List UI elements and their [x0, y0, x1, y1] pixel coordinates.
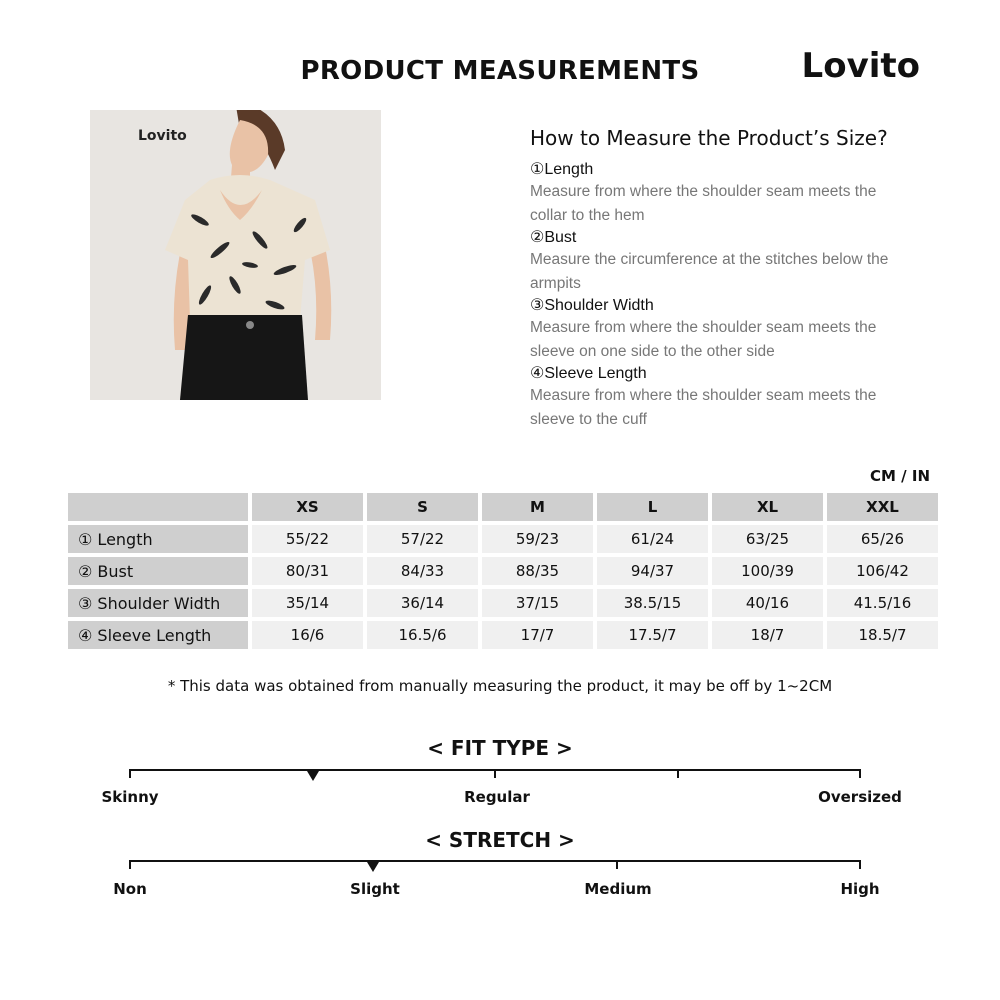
- table-cell: 84/33: [367, 557, 478, 585]
- row-label: ③ Shoulder Width: [68, 589, 248, 617]
- size-header: S: [367, 493, 478, 521]
- size-header: XS: [252, 493, 363, 521]
- fit-type-tick: [494, 769, 496, 778]
- table-cell: 88/35: [482, 557, 593, 585]
- stretch-label: Non: [113, 880, 147, 898]
- stretch-tick: [859, 860, 861, 869]
- fit-type-title: < FIT TYPE >: [427, 736, 573, 760]
- fit-type-label: Oversized: [818, 788, 902, 806]
- table-cell: 61/24: [597, 525, 708, 553]
- table-cell: 18/7: [712, 621, 823, 649]
- fit-type-tick: [677, 769, 679, 778]
- stretch-tick: [616, 860, 618, 869]
- stretch-tick: [129, 860, 131, 869]
- size-header-row: [68, 493, 938, 521]
- stretch-scale-line: [130, 860, 861, 862]
- table-row: [68, 589, 938, 617]
- measurement-note: * This data was obtained from manually measuring the product, it may be off by 1~2CM: [167, 677, 833, 695]
- table-cell: 40/16: [712, 589, 823, 617]
- product-photo: [90, 110, 381, 400]
- table-cell: 37/15: [482, 589, 593, 617]
- units-label: CM / IN: [870, 467, 930, 485]
- size-header: XXL: [827, 493, 938, 521]
- size-header: M: [482, 493, 593, 521]
- table-cell: 59/23: [482, 525, 593, 553]
- table-cell: 106/42: [827, 557, 938, 585]
- how-to-measure: [530, 126, 950, 432]
- photo-brand-label: Lovito: [138, 128, 187, 144]
- size-table: [64, 489, 942, 653]
- table-cell: 38.5/15: [597, 589, 708, 617]
- stretch-marker: [367, 862, 379, 872]
- table-cell: 80/31: [252, 557, 363, 585]
- measure-desc: Measure the circumference at the stitches below the armpits: [530, 251, 889, 292]
- size-header: XL: [712, 493, 823, 521]
- fit-type-label: Regular: [464, 788, 530, 806]
- measure-label: ③Shoulder Width: [530, 297, 654, 314]
- table-cell: 17/7: [482, 621, 593, 649]
- page-title: PRODUCT MEASUREMENTS: [300, 56, 700, 86]
- measure-desc: Measure from where the shoulder seam meets the sleeve on one side to the other side: [530, 319, 877, 360]
- table-cell: 55/22: [252, 525, 363, 553]
- table-cell: 16.5/6: [367, 621, 478, 649]
- table-cell: 57/22: [367, 525, 478, 553]
- stretch-label: Medium: [584, 880, 652, 898]
- row-label: ① Length: [68, 525, 248, 553]
- table-cell: 63/25: [712, 525, 823, 553]
- brand-logo: Lovito: [801, 46, 920, 86]
- table-cell: 41.5/16: [827, 589, 938, 617]
- table-cell: 16/6: [252, 621, 363, 649]
- row-label: ④ Sleeve Length: [68, 621, 248, 649]
- fit-type-tick: [129, 769, 131, 778]
- table-cell: 35/14: [252, 589, 363, 617]
- table-cell: 18.5/7: [827, 621, 938, 649]
- table-cell: 100/39: [712, 557, 823, 585]
- table-row: [68, 525, 938, 553]
- fit-type-label: Skinny: [101, 788, 159, 806]
- table-row: [68, 621, 938, 649]
- table-cell: 17.5/7: [597, 621, 708, 649]
- measure-label: ④Sleeve Length: [530, 365, 647, 382]
- fit-type-tick: [859, 769, 861, 778]
- table-row: [68, 557, 938, 585]
- stretch-label: Slight: [350, 880, 400, 898]
- measure-desc: Measure from where the shoulder seam meets the sleeve to the cuff: [530, 387, 877, 428]
- how-to-title: How to Measure the Product’s Size?: [530, 126, 888, 150]
- model-illustration: [90, 110, 381, 400]
- size-header: L: [597, 493, 708, 521]
- measure-item: [530, 296, 950, 364]
- stretch-title: < STRETCH >: [425, 828, 575, 852]
- table-corner: [68, 493, 248, 521]
- table-cell: 65/26: [827, 525, 938, 553]
- measure-desc: Measure from where the shoulder seam meets the collar to the hem: [530, 183, 877, 224]
- measure-item: [530, 364, 950, 432]
- measure-label: ①Length: [530, 161, 594, 178]
- measure-label: ②Bust: [530, 229, 577, 246]
- table-cell: 36/14: [367, 589, 478, 617]
- stretch-label: High: [840, 880, 880, 898]
- table-cell: 94/37: [597, 557, 708, 585]
- fit-type-marker: [307, 771, 319, 781]
- measure-item: [530, 228, 950, 296]
- measure-item: [530, 160, 950, 228]
- row-label: ② Bust: [68, 557, 248, 585]
